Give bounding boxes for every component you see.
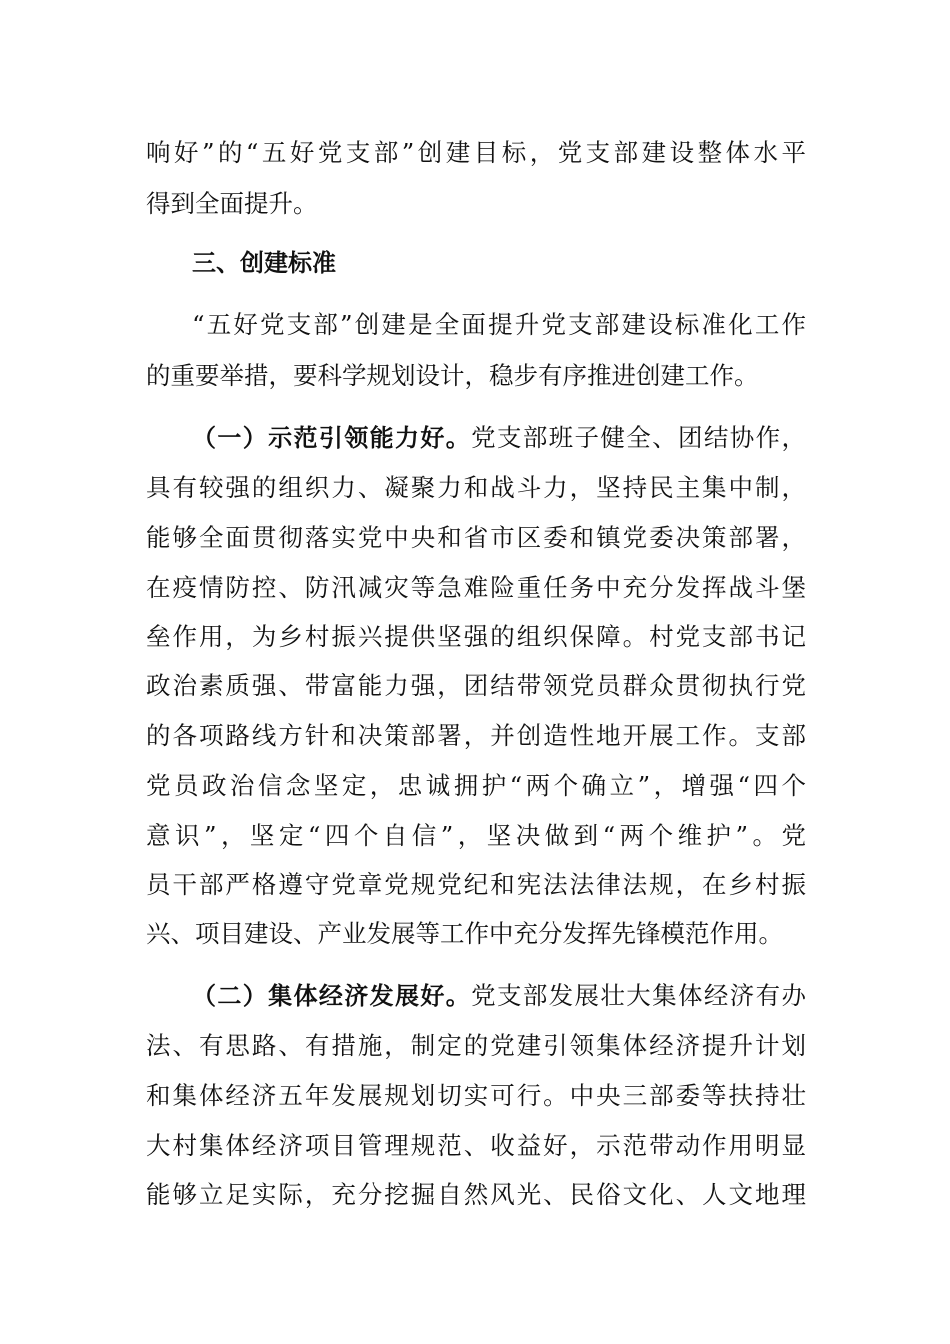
item-text: 党支部发展壮大集体经济有办 — [471, 981, 807, 1010]
paragraph-line: 在疫情防控、防汛减灾等急难险重任务中充分发挥战斗堡 — [146, 573, 806, 602]
paragraph-line: 的各项路线方针和决策部署，并创造性地开展工作。支部 — [146, 721, 806, 750]
item-title: （一）示范引领能力好。 — [192, 424, 472, 452]
paragraph-line: 具有较强的组织力、凝聚力和战斗力，坚持民主集中制， — [146, 473, 806, 502]
paragraph-line: 垒作用，为乡村振兴提供坚强的组织保障。村党支部书记 — [146, 622, 806, 651]
paragraph-line: 大村集体经济项目管理规范、收益好，示范带动作用明显 — [146, 1131, 806, 1160]
paragraph-line: 意识”，坚定“四个自信”，坚决做到“两个维护”。党 — [146, 821, 806, 850]
paragraph-line: 得到全面提升。 — [146, 189, 318, 218]
paragraph-line: 党员政治信念坚定，忠诚拥护“两个确立”，增强“四个 — [146, 771, 806, 800]
paragraph-line: 政治素质强、带富能力强，团结带领党员群众贯彻执行党 — [146, 671, 806, 700]
paragraph-line: 能够全面贯彻落实党中央和省市区委和镇党委决策部署， — [146, 523, 806, 552]
item-first-line — [192, 976, 806, 1016]
item-title: （二）集体经济发展好。 — [192, 982, 472, 1010]
item-text: 党支部班子健全、团结协作， — [471, 423, 807, 452]
paragraph-line: 兴、项目建设、产业发展等工作中充分发挥先锋模范作用。 — [146, 919, 783, 948]
paragraph-line: 的重要举措，要科学规划设计，稳步有序推进创建工作。 — [146, 361, 759, 390]
paragraph-line: “五好党支部”创建是全面提升党支部建设标准化工作 — [192, 310, 806, 339]
paragraph-line: 能够立足实际，充分挖掘自然风光、民俗文化、人文地理 — [146, 1180, 806, 1209]
item-first-line — [192, 418, 806, 458]
paragraph-line: 员干部严格遵守党章党规党纪和宪法法律法规，在乡村振 — [146, 870, 806, 899]
paragraph-line: 法、有思路、有措施，制定的党建引领集体经济提升计划 — [146, 1031, 806, 1060]
paragraph-line: 和集体经济五年发展规划切实可行。中央三部委等扶持壮 — [146, 1081, 806, 1110]
section-heading: 三、创建标准 — [192, 249, 336, 277]
paragraph-line: 响好”的“五好党支部”创建目标，党支部建设整体水平 — [146, 138, 806, 167]
